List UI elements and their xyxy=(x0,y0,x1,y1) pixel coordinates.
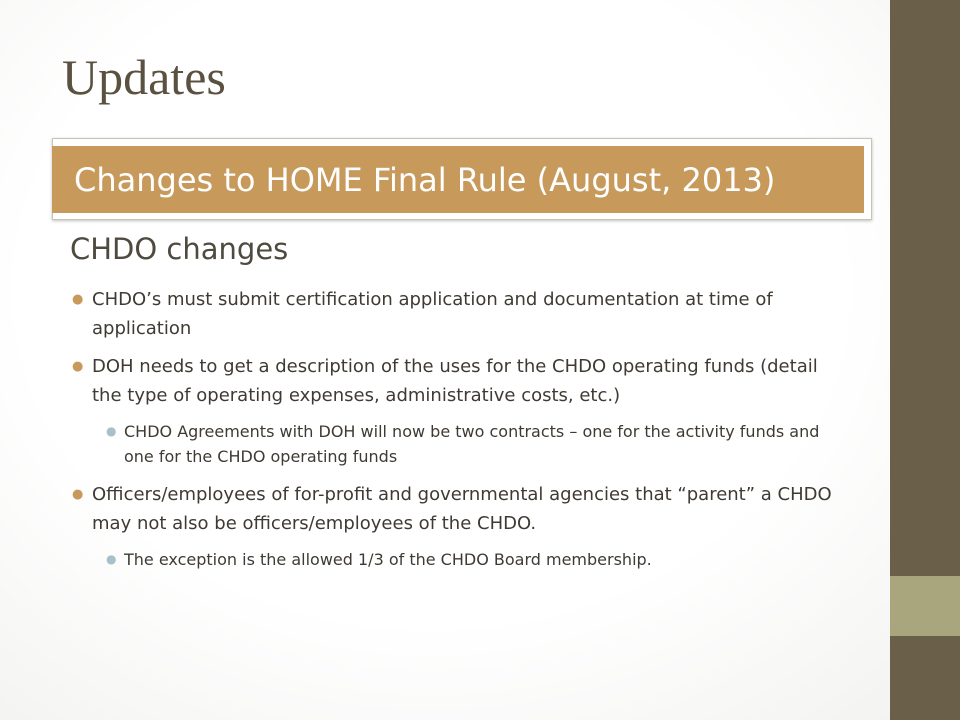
bullet-item xyxy=(70,480,850,538)
bullet-dot-icon: ● xyxy=(72,487,84,502)
slide-title: Updates xyxy=(62,49,226,105)
bullet-item xyxy=(70,285,850,343)
bullet-text: CHDO’s must submit certification application and documentation at time of application xyxy=(92,289,773,339)
banner xyxy=(52,146,864,213)
bullet-item xyxy=(70,352,850,410)
section-heading: CHDO changes xyxy=(70,232,289,266)
bullet-dot-icon: ● xyxy=(72,292,84,307)
sub-bullet-item xyxy=(104,419,850,469)
bullet-text: Officers/employees of for-profit and governmental agencies that “parent” a CHDO may not also be officers/employees of the CHDO. xyxy=(92,484,832,534)
sub-bullet-text: CHDO Agreements with DOH will now be two contracts – one for the activity funds and one for the CHDO operating funds xyxy=(124,422,820,466)
side-band-accent xyxy=(890,576,960,636)
sub-bullet-item xyxy=(104,547,850,572)
banner-text: Changes to HOME Final Rule (August, 2013) xyxy=(74,160,776,199)
sub-bullet-dot-icon: ● xyxy=(106,424,117,438)
bullet-list xyxy=(70,285,850,583)
bullet-text: DOH needs to get a description of the uses for the CHDO operating funds (detail the type of operating expenses, administrative costs, etc.) xyxy=(92,356,818,406)
sub-bullet-text: The exception is the allowed 1/3 of the CHDO Board membership. xyxy=(124,550,652,569)
bullet-dot-icon: ● xyxy=(72,359,84,374)
sub-bullet-dot-icon: ● xyxy=(106,552,117,566)
